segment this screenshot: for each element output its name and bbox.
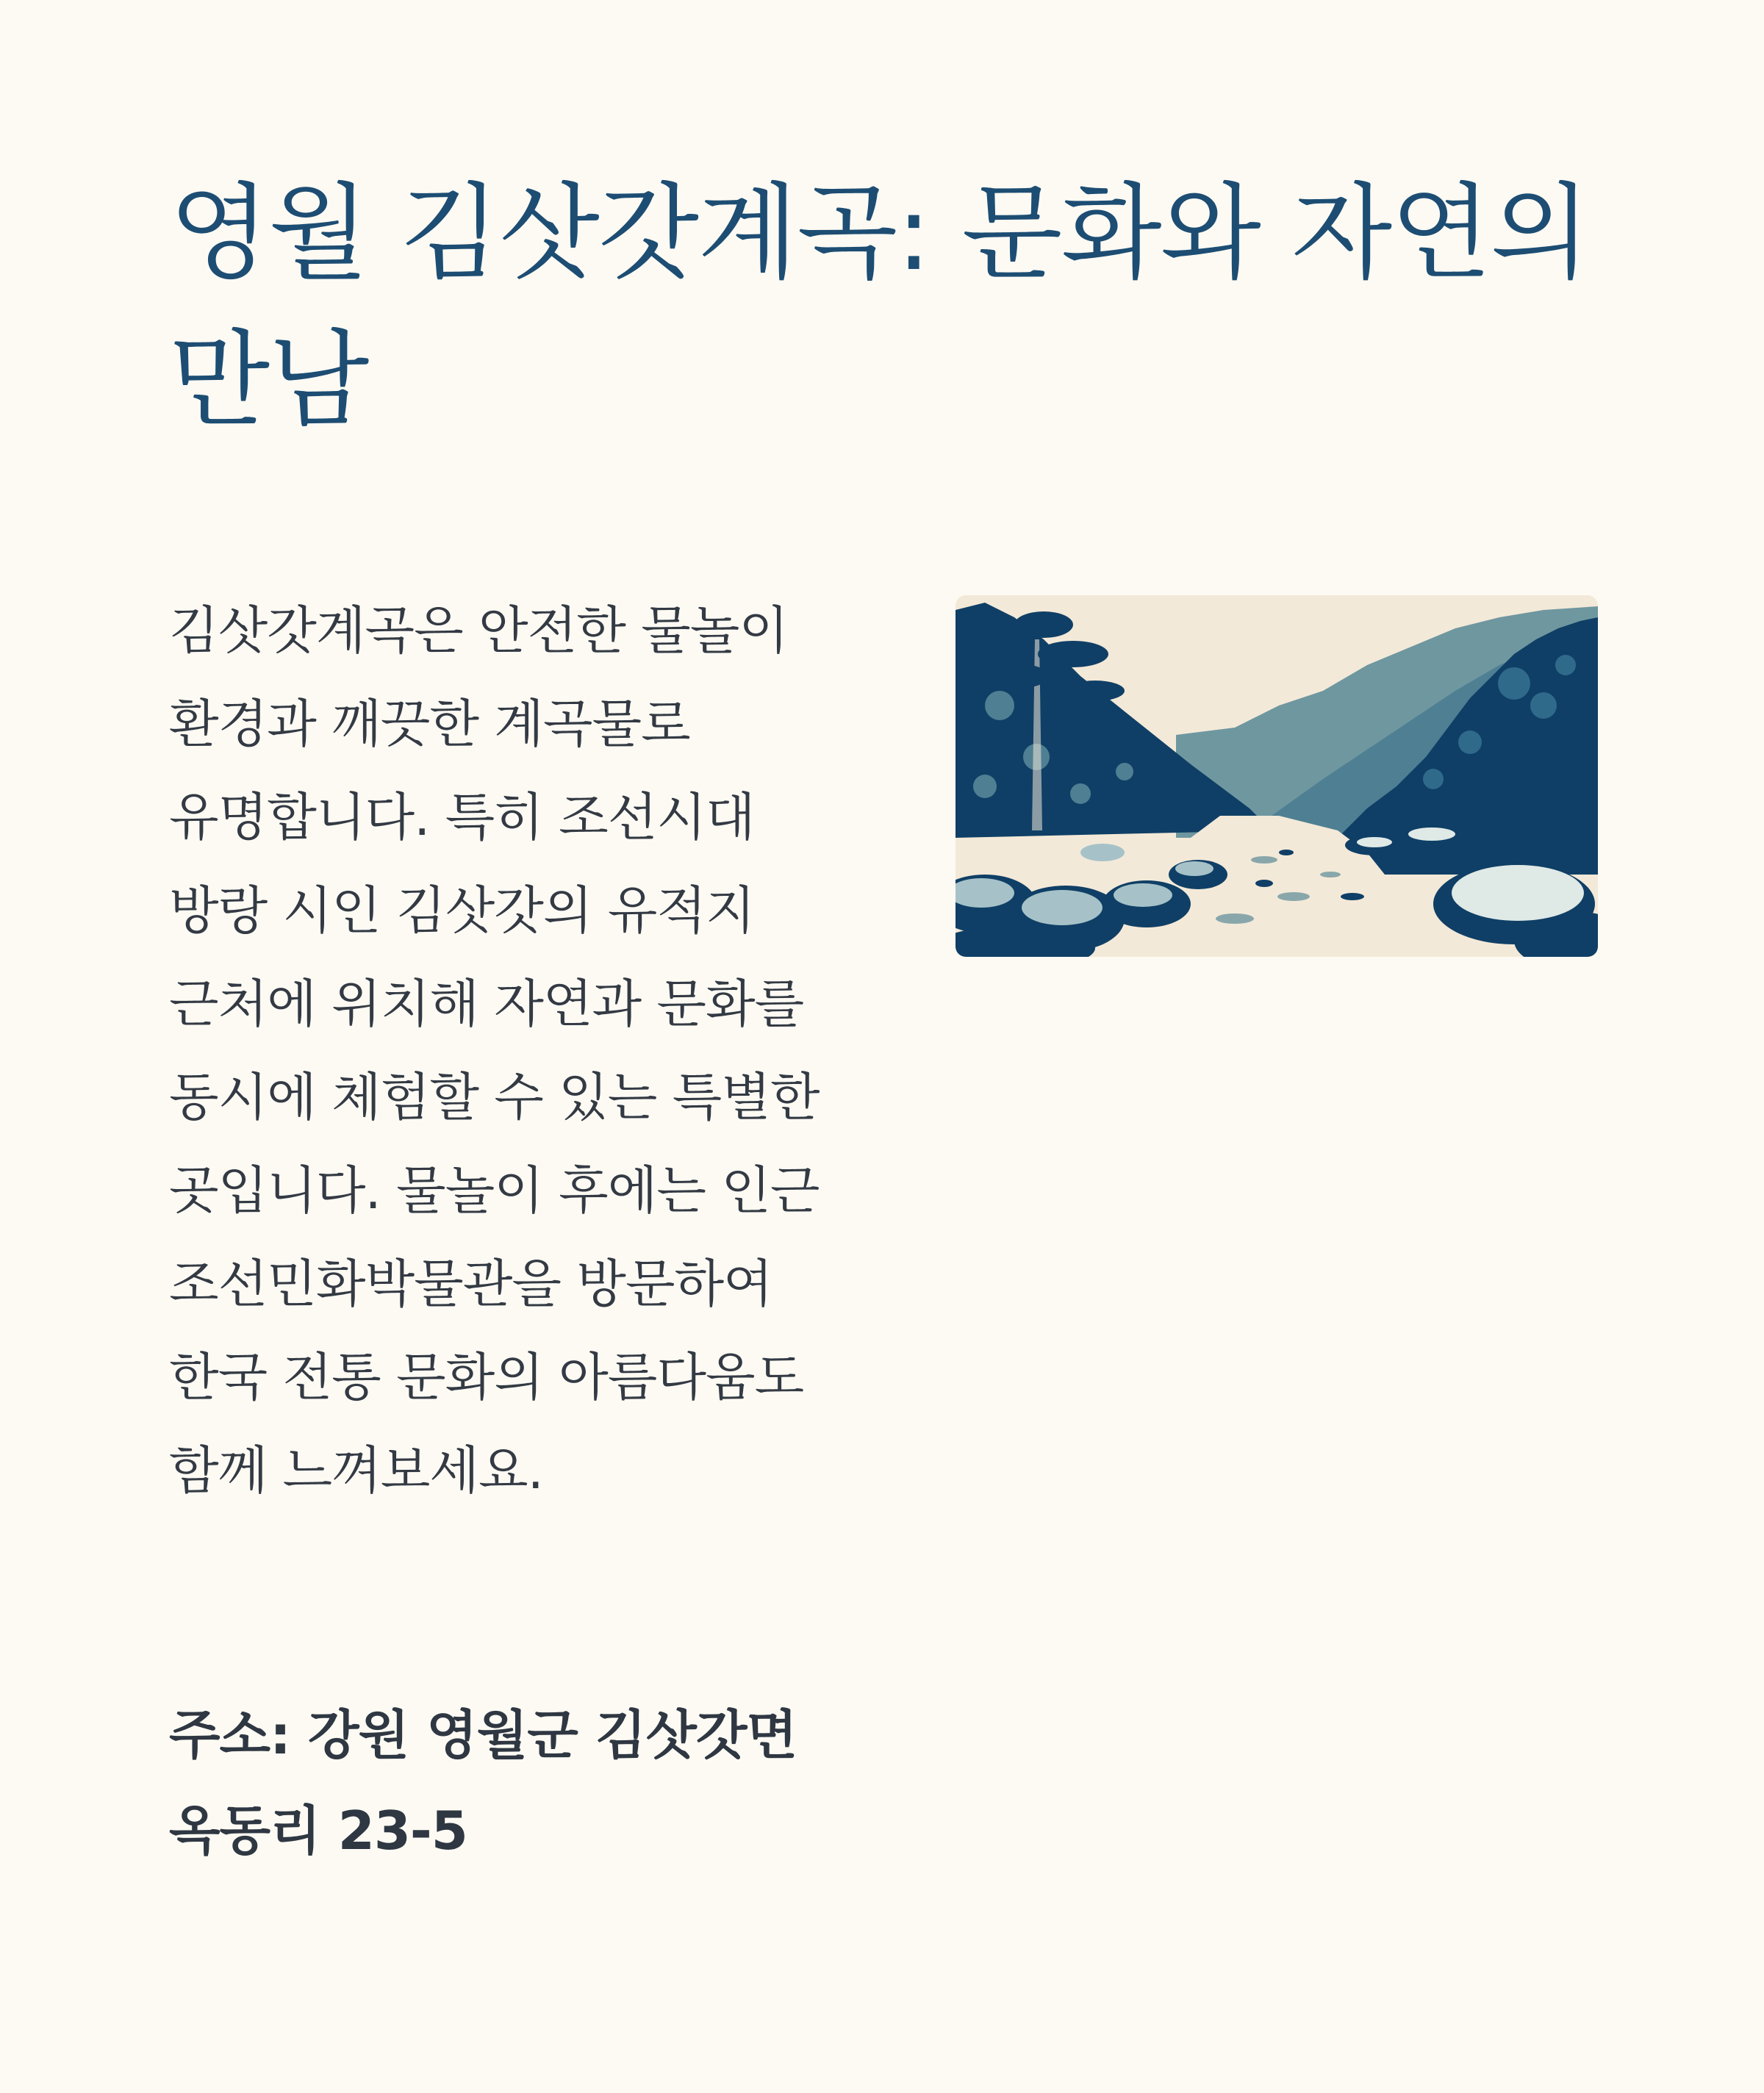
- page-title: 영월 김삿갓계곡: 문화와 자연의 만남: [169, 173, 1590, 441]
- address-text: 주소: 강원 영월군 김삿갓면 옥동리 23-5: [169, 1704, 797, 1862]
- article-description: 김삿갓계곡은 안전한 물놀이 환경과 깨끗한 계곡물로 유명합니다. 특히 조선시대 방랑 시인 김삿갓의 유적지 근처에 위치해 자연과 문화를 동시에 체험할 수 있는 특별한 곳입니다. 물놀이 후에는 인근 조선민화박물관을 방문하여 한국 전통 문화의 아름다움도 함께 느껴보세요.: [169, 600, 820, 1501]
- valley-illustration: [956, 595, 1598, 957]
- valley-illustration-svg: [956, 595, 1598, 957]
